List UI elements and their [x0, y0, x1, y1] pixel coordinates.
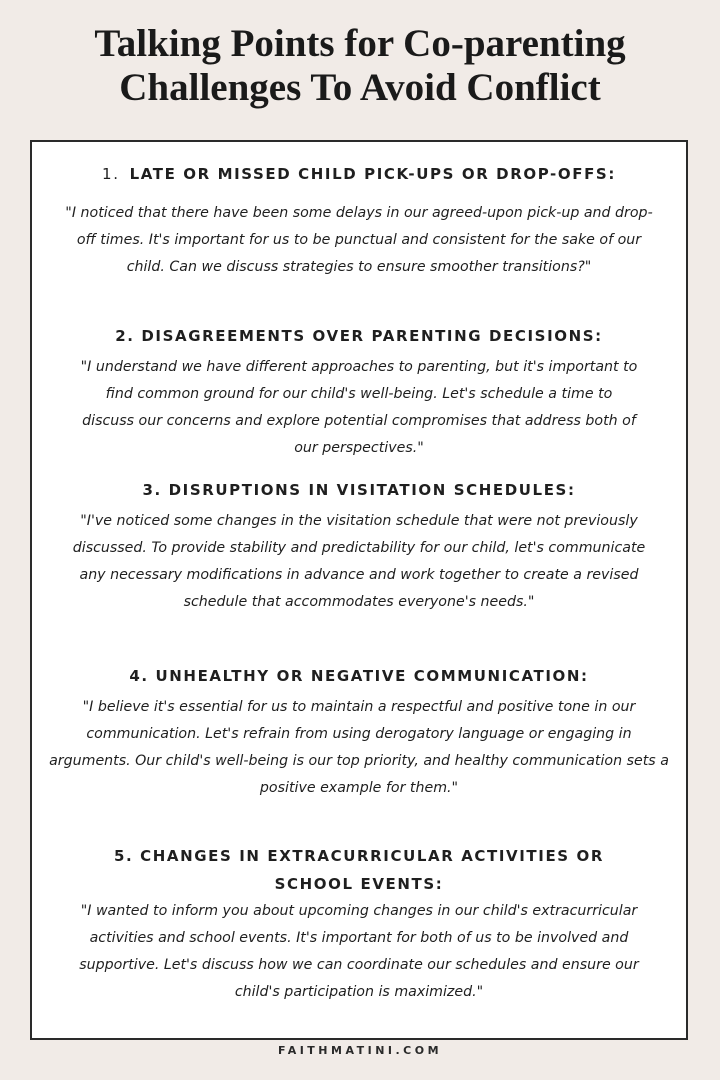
section-2 — [32, 322, 686, 462]
section-4 — [32, 662, 686, 802]
section-3-quote: "I've noticed some changes in the visitation schedule that were not previously discussed. To provide stability and predictability for our child, let's communicate any necessary modifications in advance and work together to create a revised schedule that accommodates everyone's needs." — [72, 513, 646, 610]
section-1-number: 1. — [102, 165, 120, 183]
section-2-quote: "I understand we have different approaches to parenting, but it's important to find common ground for our child's well-being. Let's schedule a time to discuss our concerns and explore potential compromises that address both of our perspectives." — [80, 359, 638, 456]
section-3 — [32, 476, 686, 616]
section-5-heading: 5. CHANGES IN EXTRACURRICULAR ACTIVITIES OR SCHOOL EVENTS: — [113, 847, 605, 893]
section-2-heading: 2. DISAGREEMENTS OVER PARENTING DECISIONS: — [115, 327, 603, 345]
section-4-quote: "I believe it's essential for us to maintain a respectful and positive tone in our communication. Let's refrain from using derogatory language or engaging in arguments. Our child's well-being is our top priority, and healthy communication sets a positive example for them." — [49, 699, 669, 796]
talking-points-card — [30, 140, 688, 1040]
section-5-quote: "I wanted to inform you about upcoming changes in our child's extracurricular activities and school events. It's important for both of us to be involved and supportive. Let's discuss how we can coordinate our schedules and ensure our child's participation is maximized." — [79, 903, 639, 1000]
section-1-heading-text: LATE OR MISSED CHILD PICK-UPS OR DROP-OFFS: — [129, 165, 616, 183]
section-1 — [32, 160, 686, 281]
section-4-heading: 4. UNHEALTHY OR NEGATIVE COMMUNICATION: — [129, 667, 589, 685]
section-1-quote: "I noticed that there have been some delays in our agreed-upon pick-up and drop-off times. It's important for us to be punctual and consistent for the sake of our child. Can we discuss strategies to ensure smoother transitions?" — [65, 205, 653, 275]
section-1-heading — [32, 160, 686, 188]
title-line-2: Challenges To Avoid Conflict — [119, 66, 601, 109]
section-5 — [32, 842, 686, 1006]
footer-site-name: FAITHMATINI.COM — [277, 1044, 443, 1057]
title-line-1: Talking Points for Co-parenting — [94, 22, 626, 65]
section-3-heading: 3. DISRUPTIONS IN VISITATION SCHEDULES: — [142, 481, 576, 499]
page-title — [0, 22, 720, 110]
